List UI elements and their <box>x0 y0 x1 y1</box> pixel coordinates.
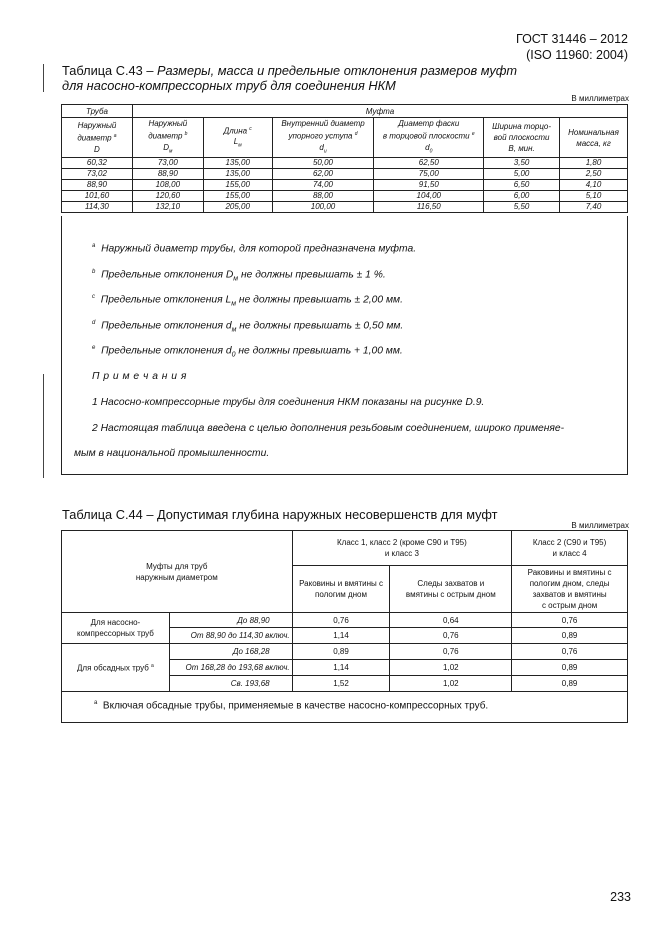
iso-reference: (ISO 11960: 2004) <box>526 48 628 62</box>
table-row: Для обсадных труб $^a$ До 168,28 0,89 0,76 0,76 <box>62 644 628 660</box>
footnote-b: $^b$ Предельные отклонения $D_м$ не должны превышать ± 1 %. <box>92 269 386 283</box>
table44 <box>61 530 628 692</box>
note-1: 1 Насосно-компрессорные трубы для соединения НКМ показаны на рисунке D.9. <box>92 397 485 408</box>
page-number: 233 <box>610 890 631 904</box>
table43-caption-line2: для насосно-компрессорных труб для соединения НКМ <box>62 78 396 93</box>
table44-head-coupling: Муфты для труб наружным диаметром <box>62 531 293 613</box>
footnote-a: $^a$ Наружный диаметр трубы, для которой предназначена муфта. <box>92 243 417 255</box>
table44-sub-pits: Раковины и вмятины с пологим дном <box>292 566 390 613</box>
table43-head-inner-diameter: Внутренний диаметр упорного уступа $^d$ $d_u$ <box>272 118 374 158</box>
table-row: Св. 193,68 1,52 1,02 0,89 <box>62 676 628 692</box>
table44-footnotes <box>61 691 628 723</box>
table-row: 60,32 73,00 135,00 50,00 62,50 3,50 1,80 <box>62 158 628 169</box>
table44-footnote-a: $^a$ Включая обсадные трубы, применяемые в качестве насосно-компрессорных труб. <box>94 700 489 712</box>
table43-head-face-width: Ширина торцо- вой плоскости B, мин. <box>484 118 560 158</box>
table44-head-class12: Класс 1, класс 2 (кроме С90 и Т95) и класс 3 <box>292 531 512 566</box>
footnote-d: $^d$ Предельные отклонения $d_м$ не должны превышать ± 0,50 мм. <box>92 320 404 334</box>
table43-group-pipe: Труба <box>62 105 133 118</box>
table-row: От 168,28 до 193,68 включ. 1,14 1,02 0,89 <box>62 660 628 676</box>
table43 <box>61 104 628 213</box>
table-row: 101,60 120,60 155,00 88,00 104,00 6,00 5,10 <box>62 191 628 202</box>
table44-sub-grip-marks: Следы захватов и вмятины с острым дном <box>390 566 512 613</box>
table44-caption: Таблица С.44 – Допустимая глубина наружных несовершенств для муфт <box>62 507 498 522</box>
standard-number: ГОСТ 31446 – 2012 <box>516 32 628 46</box>
margin-change-mark <box>43 64 44 92</box>
table-row: От 88,90 до 114,30 включ. 1,14 0,76 0,89 <box>62 628 628 644</box>
table-row: Для насосно- компрессорных труб До 88,90 0,76 0,64 0,76 <box>62 613 628 628</box>
footnote-e: $^e$ Предельные отклонения $d_0$ не должны превышать + 1,00 мм. <box>92 345 403 359</box>
table43-caption-number: Таблица С.43 – <box>62 63 154 78</box>
table-row: 88,90 108,00 155,00 74,00 91,50 6,50 4,10 <box>62 180 628 191</box>
table44-head-class2-4: Класс 2 (С90 и Т95) и класс 4 <box>512 531 628 566</box>
note-2: 2 Настоящая таблица введена с целью дополнения резьбовым соединением, широко применяе- <box>92 423 565 434</box>
table43-unit: В миллиметрах <box>571 94 629 103</box>
table-row: 73,02 88,90 135,00 62,00 75,00 5,00 2,50 <box>62 169 628 180</box>
footnote-c: $^c$ Предельные отклонения $L_м$ не должны превышать ± 2,00 мм. <box>92 294 403 308</box>
table43-caption-title: Размеры, масса и предельные отклонения размеров муфт <box>157 63 518 78</box>
table43-group-coupling: Муфта <box>132 105 627 118</box>
margin-change-mark <box>43 374 44 478</box>
table43-head-coupling-od: Наружный диаметр $^b$ $D_м$ <box>132 118 203 158</box>
table43-head-chamfer-diameter: Диаметр фаски в торцовой плоскости $^e$ $d_0$ <box>374 118 484 158</box>
table43-head-mass: Номинальная масса, кг <box>560 118 628 158</box>
table-row: 114,30 132,10 205,00 100,00 116,50 5,50 7,40 <box>62 202 628 213</box>
table43-footnotes <box>61 216 628 475</box>
table43-head-length: Длина $^c$ $L_м$ <box>203 118 272 158</box>
table44-group-casing: Для обсадных труб $^a$ <box>62 644 170 692</box>
notes-title: П р и м е ч а н и я <box>92 371 187 382</box>
table44-group-tubing: Для насосно- компрессорных труб <box>62 613 170 644</box>
table44-unit: В миллиметрах <box>571 521 629 530</box>
note-2-continuation: мым в национальной промышленности. <box>74 448 270 459</box>
table43-head-pipe-od: Наружный диаметр $^a$ D <box>62 118 133 158</box>
table43-caption <box>62 63 517 78</box>
table44-sub-all: Раковины и вмятины с пологим дном, следы захватов и вмятины с острым дном <box>512 566 628 613</box>
